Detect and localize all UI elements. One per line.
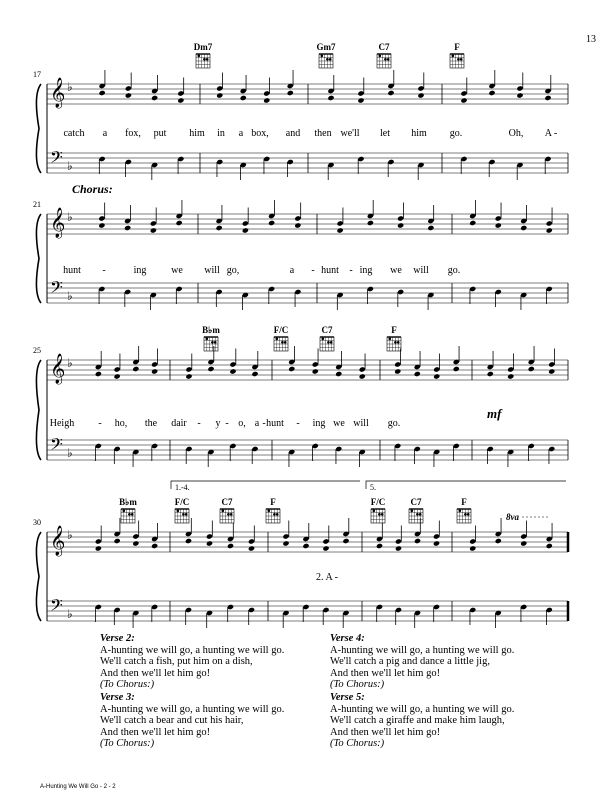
note-head (150, 227, 157, 233)
key-signature-flat: ♭ (67, 446, 73, 460)
note-head (395, 545, 402, 551)
chord-finger-dot (281, 341, 284, 344)
chord-finger-dot (123, 510, 126, 513)
note-head (240, 95, 247, 101)
verse-line: A-hunting we will go, a hunting we will go. (330, 703, 515, 715)
lyric-syllable: a (102, 128, 108, 139)
chord-finger-dot (222, 510, 225, 513)
key-signature-flat: ♭ (67, 159, 73, 173)
verse-line: And then we'll let him go! (330, 726, 441, 738)
treble-clef: 𝄞 (50, 78, 66, 108)
chord-finger-dot (387, 58, 390, 61)
note-head (417, 92, 424, 98)
chord-name: C7 (321, 325, 333, 335)
chorus-label: Chorus: (72, 182, 113, 196)
chord-finger-dot (273, 513, 276, 516)
verse-cue: (To Chorus:) (100, 738, 155, 749)
chord-finger-dot (329, 58, 332, 61)
measure-number: 30 (33, 518, 41, 527)
note-head (546, 543, 553, 549)
note-head (206, 540, 213, 546)
lyric-syllable: go. (449, 128, 463, 139)
chord-name: F (454, 42, 460, 52)
treble-clef: 𝄞 (50, 526, 66, 556)
key-signature-flat: ♭ (67, 356, 73, 370)
chord-name: B♭m (202, 325, 220, 335)
lyric-syllable: we (390, 265, 402, 276)
ending-bracket (366, 481, 566, 489)
lyric-syllable: then (314, 128, 332, 139)
measure-number: 21 (33, 200, 41, 209)
page-number: 13 (586, 34, 596, 45)
ottava-marking: 8va (506, 512, 519, 522)
note-head (124, 225, 131, 231)
bass-clef: 𝄢 (50, 277, 63, 301)
lyric-syllable: him (411, 128, 427, 139)
lyric-syllable: - (349, 265, 353, 276)
bass-clef: 𝄢 (50, 147, 63, 171)
note-head (337, 227, 344, 233)
chord-finger-dot (419, 513, 422, 516)
note-head (335, 371, 342, 377)
note-head (248, 545, 255, 551)
chord-name: B♭m (119, 497, 137, 507)
lyric-syllable: o, (238, 418, 246, 429)
measure-number: 25 (33, 346, 41, 355)
lyric-syllable: in (217, 128, 225, 139)
note-head (488, 90, 495, 96)
verse-5 (330, 692, 514, 750)
note-head (95, 545, 102, 551)
chord-finger-dot (227, 513, 230, 516)
note-head (151, 368, 158, 374)
lyric-syllable: - (311, 265, 315, 276)
note-head (125, 92, 132, 98)
verse-cue: (To Chorus:) (330, 738, 385, 749)
note-head (207, 366, 214, 372)
lyric-syllable: hunt (321, 265, 339, 276)
lyric-syllable: box, (251, 128, 269, 139)
note-head (357, 97, 364, 103)
key-signature-flat: ♭ (67, 210, 73, 224)
ending-number: 5. (370, 483, 376, 492)
lyric-syllable: we (333, 418, 345, 429)
verse-line: A-hunting we will go, a hunting we will go. (100, 644, 285, 656)
chord-name: F (270, 497, 276, 507)
note-head (397, 222, 404, 228)
chord-finger-dot (206, 58, 209, 61)
chord-finger-dot (198, 55, 201, 58)
lyric-syllable: put (153, 128, 167, 139)
note-head (453, 366, 460, 372)
chord-finger-dot (459, 510, 462, 513)
note-head (427, 225, 434, 231)
lyric-syllable: ho, (114, 418, 128, 429)
note-head (114, 373, 121, 379)
verse-line: A-hunting we will go, a hunting we will go. (100, 703, 285, 715)
chord-name: Dm7 (193, 42, 213, 52)
note-head (322, 545, 329, 551)
note-head (185, 373, 192, 379)
note-head (114, 538, 121, 544)
chord-name: Gm7 (316, 42, 336, 52)
note-head (287, 90, 294, 96)
ending-number: 1.-4. (175, 483, 190, 492)
verse-line: We'll catch a pig and dance a little jig, (330, 656, 490, 667)
lyric-syllable: a (254, 418, 260, 429)
key-signature-flat: ♭ (67, 289, 73, 303)
verse-line: We'll catch a bear and cut his hair, (100, 715, 244, 726)
chord-finger-dot (389, 338, 392, 341)
note-head (433, 540, 440, 546)
note-head (495, 538, 502, 544)
note-head (251, 371, 258, 377)
chord-finger-dot (384, 58, 387, 61)
note-head (460, 97, 467, 103)
chord-finger-dot (452, 55, 455, 58)
treble-clef: 𝄞 (50, 208, 66, 238)
lyric-syllable: will (204, 265, 220, 276)
chord-finger-dot (185, 513, 188, 516)
system-brace (36, 84, 41, 173)
note-head (394, 368, 401, 374)
chord-finger-dot (460, 58, 463, 61)
note-head (528, 366, 535, 372)
chord-name: C7 (410, 497, 422, 507)
note-head (95, 371, 102, 377)
note-head (469, 545, 476, 551)
note-head (268, 220, 275, 226)
verse-3 (100, 692, 284, 750)
system-brace (36, 532, 41, 621)
note-head (520, 540, 527, 546)
chord-finger-dot (211, 341, 214, 344)
verse-title: Verse 4: (330, 633, 365, 644)
chord-finger-dot (276, 513, 279, 516)
note-head (242, 227, 249, 233)
verse-line: And then we'll let him go! (100, 667, 211, 679)
key-signature-flat: ♭ (67, 528, 73, 542)
chord-finger-dot (327, 341, 330, 344)
lyric-syllable: ing (359, 265, 373, 276)
lyric-syllable: - (98, 418, 102, 429)
note-head (312, 368, 319, 374)
verse-cue: (To Chorus:) (330, 679, 385, 690)
chord-finger-dot (182, 513, 185, 516)
note-head (546, 227, 553, 233)
chord-finger-dot (379, 55, 382, 58)
chord-finger-dot (464, 513, 467, 516)
lyric-syllable: we (171, 265, 183, 276)
chord-finger-dot (128, 513, 131, 516)
note-head (216, 92, 223, 98)
note-head (151, 543, 158, 549)
chord-finger-dot (206, 338, 209, 341)
note-head (376, 543, 383, 549)
verse-line: And then we'll let him go! (330, 667, 441, 679)
note-head (294, 222, 301, 228)
chord-name: F/C (370, 497, 386, 507)
note-head (367, 220, 374, 226)
treble-clef: 𝄞 (50, 354, 66, 384)
chord-finger-dot (230, 513, 233, 516)
chord-finger-dot (276, 338, 279, 341)
verse-line: A-hunting we will go, a hunting we will go. (330, 644, 515, 656)
note-head (176, 220, 183, 226)
note-head (302, 543, 309, 549)
note-head (342, 538, 349, 544)
note-head (185, 538, 192, 544)
chord-name: F/C (174, 497, 190, 507)
note-head (227, 543, 234, 549)
verse-title: Verse 3: (100, 692, 135, 703)
verse-line: And then we'll let him go! (100, 726, 211, 738)
chord-finger-dot (411, 510, 414, 513)
note-head (132, 366, 139, 372)
note-head (282, 540, 289, 546)
lyric-syllable: - (262, 418, 266, 429)
chord-finger-dot (284, 341, 287, 344)
chord-finger-dot (131, 513, 134, 516)
lyric-syllable: fox, (125, 128, 141, 139)
lyric-syllable: will (413, 265, 429, 276)
lyric-syllable: - (102, 265, 106, 276)
chord-finger-dot (381, 513, 384, 516)
chord-finger-dot (268, 510, 271, 513)
note-head (516, 92, 523, 98)
lyric-syllable: - (225, 418, 229, 429)
lyric-syllable: hunt (63, 265, 81, 276)
chord-finger-dot (203, 58, 206, 61)
ending-bracket (171, 481, 360, 489)
system-brace (36, 360, 41, 460)
note-head (433, 373, 440, 379)
note-head (544, 95, 551, 101)
bass-clef: 𝄢 (50, 595, 63, 619)
bass-clef: 𝄢 (50, 434, 63, 458)
lyric-syllable: hunt (266, 418, 284, 429)
lyric-syllable: - (197, 418, 201, 429)
lyric-syllable: ing (312, 418, 326, 429)
note-head (132, 540, 139, 546)
verse-cue: (To Chorus:) (100, 679, 155, 690)
note-head (177, 97, 184, 103)
lyric-syllable: go. (447, 265, 461, 276)
chord-name: F (461, 497, 467, 507)
lyric-syllable: him (189, 128, 205, 139)
note-head (548, 368, 555, 374)
note-head (99, 90, 106, 96)
chord-finger-dot (394, 341, 397, 344)
key-signature-flat: ♭ (67, 80, 73, 94)
note-head (487, 371, 494, 377)
verse-title: Verse 5: (330, 692, 365, 703)
note-head (263, 97, 270, 103)
chord-finger-dot (177, 510, 180, 513)
note-head (359, 373, 366, 379)
note-head (469, 220, 476, 226)
lyric-syllable: and (285, 128, 301, 139)
measure-number: 17 (33, 70, 41, 79)
lyric-syllable: y (215, 418, 221, 429)
lyric-syllable: let (380, 128, 390, 139)
lyric-syllable: ing (133, 265, 147, 276)
note-head (414, 371, 421, 377)
note-head (327, 95, 334, 101)
key-signature-flat: ♭ (67, 607, 73, 621)
footer-text: A-Hunting We Will Go - 2 - 2 (40, 784, 116, 790)
note-head (229, 368, 236, 374)
chord-finger-dot (373, 510, 376, 513)
chord-finger-dot (457, 58, 460, 61)
lyric-syllable: go. (387, 418, 401, 429)
chord-finger-dot (397, 341, 400, 344)
lyric-syllable: dair (171, 418, 187, 429)
verse-2 (100, 633, 284, 691)
verse-4 (330, 633, 514, 691)
lyric-syllable: catch (63, 128, 85, 139)
lyric-syllable: go, (226, 265, 240, 276)
lyric-syllable: the (144, 418, 158, 429)
chord-name: C7 (378, 42, 390, 52)
lyric-syllable: 2. A - (316, 572, 338, 583)
chord-finger-dot (322, 338, 325, 341)
lyric-syllable: will (353, 418, 369, 429)
chord-finger-dot (467, 513, 470, 516)
note-head (507, 373, 514, 379)
note-head (151, 95, 158, 101)
note-head (520, 225, 527, 231)
lyric-syllable: we'll (340, 128, 360, 139)
note-head (387, 90, 394, 96)
note-head (98, 222, 105, 228)
lyric-syllable: Heigh (49, 418, 75, 429)
chord-finger-dot (214, 341, 217, 344)
lyric-syllable: Oh, (508, 128, 524, 139)
chord-finger-dot (321, 55, 324, 58)
note-head (414, 538, 421, 544)
chord-finger-dot (416, 513, 419, 516)
note-head (495, 222, 502, 228)
note-head (288, 366, 295, 372)
lyric-syllable: - (296, 418, 300, 429)
verse-line: We'll catch a giraffe and make him laugh, (330, 715, 505, 726)
lyric-syllable: a (289, 265, 295, 276)
system-brace (36, 214, 41, 303)
verse-title: Verse 2: (100, 633, 135, 644)
chord-finger-dot (330, 341, 333, 344)
chord-name: C7 (221, 497, 233, 507)
chord-finger-dot (378, 513, 381, 516)
dynamic-marking: mf (487, 406, 502, 421)
chord-name: F (391, 325, 397, 335)
chord-name: F/C (273, 325, 289, 335)
verse-line: We'll catch a fish, put him on a dish, (100, 656, 253, 667)
chord-finger-dot (326, 58, 329, 61)
lyric-syllable: A - (544, 128, 558, 139)
note-head (216, 225, 223, 231)
lyric-syllable: a (238, 128, 244, 139)
